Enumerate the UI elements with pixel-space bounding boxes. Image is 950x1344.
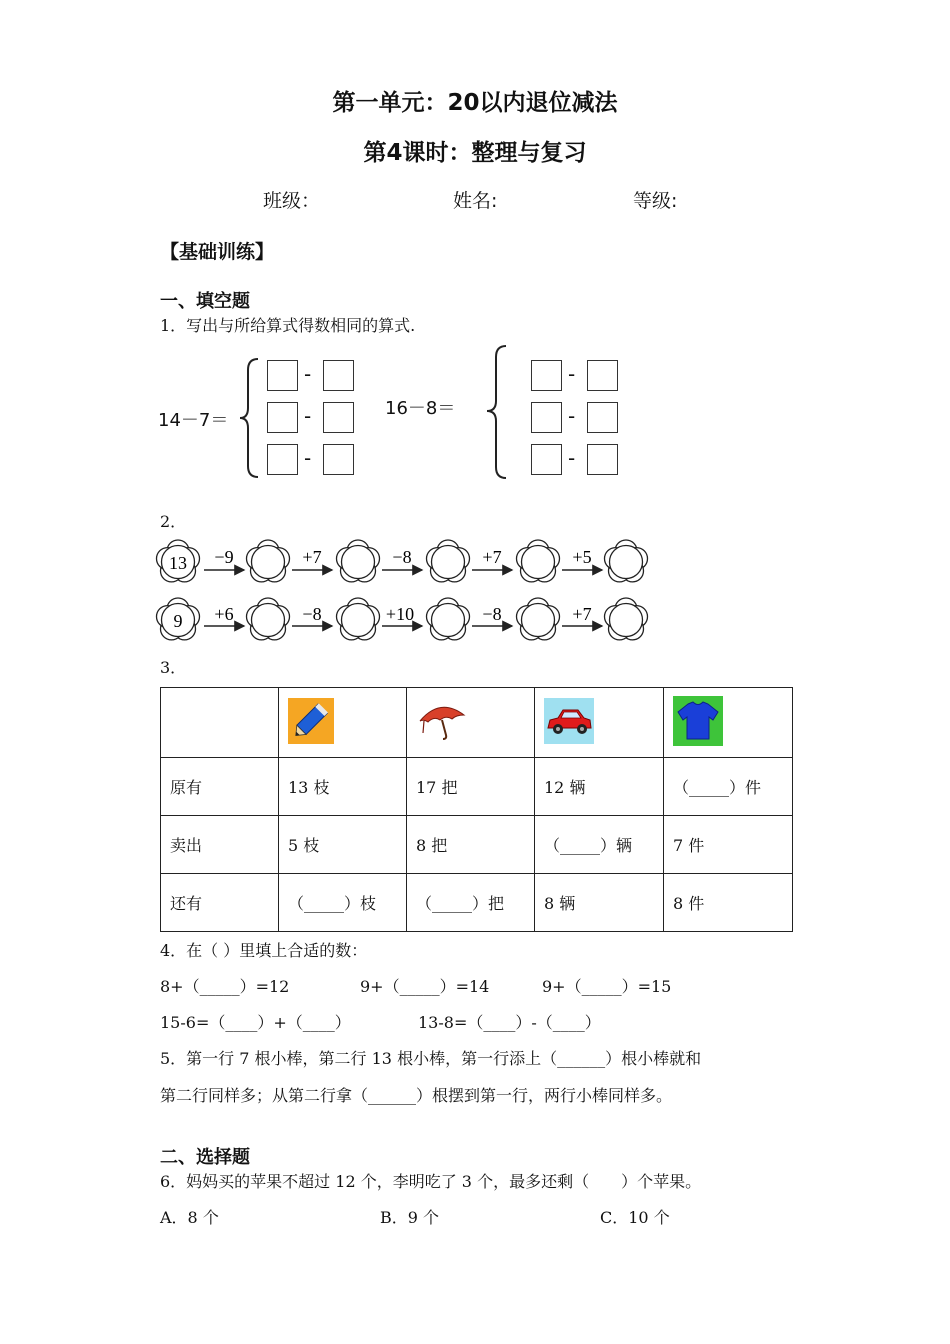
row-label: 卖出 xyxy=(161,816,279,874)
table-header-cell xyxy=(407,688,535,758)
q2-row1-flower-blank[interactable] xyxy=(605,540,648,582)
q1-left-box[interactable] xyxy=(323,360,354,391)
q2-row2-flower-blank[interactable] xyxy=(247,598,290,640)
q2-row2-flower-blank[interactable] xyxy=(337,598,380,640)
q6-option-b[interactable]: B．9 个 xyxy=(380,1208,440,1227)
q1-right-expression: 16－8＝ xyxy=(385,398,456,419)
table-cell: 5 枝 xyxy=(279,816,407,874)
table-cell-blank[interactable]: （_____）辆 xyxy=(535,816,664,874)
q2-row2-start-number: 9 xyxy=(173,611,183,631)
table-cell-blank[interactable]: （_____）枝 xyxy=(279,874,407,932)
table-header-cell xyxy=(279,688,407,758)
minus-sign: - xyxy=(568,404,576,428)
table-header-cell xyxy=(664,688,793,758)
q2-row2-op: +6 xyxy=(214,604,234,624)
left-brace-icon xyxy=(236,356,264,480)
q2-row1-op: −8 xyxy=(392,547,412,567)
q2-row1-flower-blank[interactable] xyxy=(247,540,290,582)
q4-blank[interactable]: 9+（_____）=15 xyxy=(542,977,672,996)
table-row xyxy=(161,758,793,816)
name-label: 姓名: xyxy=(453,190,498,212)
table-header-row xyxy=(161,688,793,758)
minus-sign: - xyxy=(304,362,312,386)
q2-row2-flower-blank[interactable] xyxy=(517,598,560,640)
q2-row2-flower-blank[interactable] xyxy=(427,598,470,640)
q1-right-box[interactable] xyxy=(587,444,618,475)
q1-left-box[interactable] xyxy=(267,402,298,433)
minus-sign: - xyxy=(304,404,312,428)
q1-left-box[interactable] xyxy=(267,360,298,391)
q1-left-box[interactable] xyxy=(323,402,354,433)
q4-blank[interactable]: 8+（_____）=12 xyxy=(160,977,290,996)
table-row xyxy=(161,816,793,874)
q1-left-box[interactable] xyxy=(323,444,354,475)
q2-flower-chain xyxy=(150,532,670,648)
q4-blank[interactable]: 9+（_____）=14 xyxy=(360,977,490,996)
table-cell: 8 把 xyxy=(407,816,535,874)
q1-prompt: 1．写出与所给算式得数相同的算式. xyxy=(160,316,416,335)
q2-row2-flower-blank[interactable] xyxy=(605,598,648,640)
table-cell: 13 枝 xyxy=(279,758,407,816)
row-label: 还有 xyxy=(161,874,279,932)
section-basic-training: 【基础训练】 xyxy=(160,241,275,263)
q6-prompt: 6．妈妈买的苹果不超过 12 个，李明吃了 3 个，最多还剩（ ）个苹果。 xyxy=(160,1172,702,1191)
q6-option-c[interactable]: C．10 个 xyxy=(600,1208,670,1227)
q2-row1-op: +7 xyxy=(482,547,502,567)
car-icon xyxy=(544,698,594,744)
shirt-icon xyxy=(673,696,723,746)
fill-blank-heading: 一、填空题 xyxy=(160,291,250,312)
table-cell: 8 辆 xyxy=(535,874,664,932)
q1-right-box[interactable] xyxy=(587,402,618,433)
minus-sign: - xyxy=(304,446,312,470)
q5-line1: 5．第一行 7 根小棒，第二行 13 根小棒，第一行添上（______）根小棒就和 xyxy=(160,1049,702,1068)
q3-number: 3． xyxy=(160,658,187,677)
table-corner-cell xyxy=(161,688,279,758)
q2-row1-op: +5 xyxy=(572,547,592,567)
q3-table xyxy=(160,687,793,932)
q2-row2-op: +7 xyxy=(572,604,592,624)
page-subtitle: 第4课时：整理与复习 xyxy=(363,140,587,166)
table-row xyxy=(161,874,793,932)
table-cell: 17 把 xyxy=(407,758,535,816)
table-cell: 7 件 xyxy=(664,816,793,874)
q1-left-expression: 14－7＝ xyxy=(158,410,229,431)
q4-blank[interactable]: 13-8=（____）-（____） xyxy=(418,1013,601,1032)
q2-row1-op: +7 xyxy=(302,547,322,567)
q1-right-box[interactable] xyxy=(587,360,618,391)
page-title: 第一单元：20以内退位减法 xyxy=(332,90,618,116)
right-brace-icon xyxy=(482,343,512,481)
q1-right-box[interactable] xyxy=(531,360,562,391)
q5-line2: 第二行同样多；从第二行拿（______）根摆到第一行，两行小棒同样多。 xyxy=(160,1086,673,1105)
q2-row1-flower-blank[interactable] xyxy=(337,540,380,582)
umbrella-icon xyxy=(416,701,468,741)
q2-row1-op: −9 xyxy=(214,547,234,567)
grade-label: 等级: xyxy=(633,190,678,212)
q6-option-a[interactable]: A．8 个 xyxy=(160,1208,219,1227)
choice-heading: 二、选择题 xyxy=(160,1147,250,1168)
row-label: 原有 xyxy=(161,758,279,816)
table-header-cell xyxy=(535,688,664,758)
q2-row2-op: −8 xyxy=(302,604,322,624)
class-label: 班级： xyxy=(263,190,321,212)
minus-sign: - xyxy=(568,362,576,386)
q1-right-box[interactable] xyxy=(531,444,562,475)
table-cell: 12 辆 xyxy=(535,758,664,816)
table-cell-blank[interactable]: （_____）把 xyxy=(407,874,535,932)
q1-left-box[interactable] xyxy=(267,444,298,475)
q4-prompt: 4．在（ ）里填上合适的数： xyxy=(160,941,368,960)
q2-row1-start-number: 13 xyxy=(169,553,187,573)
q2-row2-op: −8 xyxy=(482,604,502,624)
q2-number: 2． xyxy=(160,512,187,531)
table-cell-blank[interactable]: （_____）件 xyxy=(664,758,793,816)
pencil-icon xyxy=(288,698,334,744)
q1-right-box[interactable] xyxy=(531,402,562,433)
q2-row1-flower-blank[interactable] xyxy=(427,540,470,582)
q2-row2-op: +10 xyxy=(385,604,415,624)
q4-blank[interactable]: 15-6=（____）+（____） xyxy=(160,1013,351,1032)
table-cell: 8 件 xyxy=(664,874,793,932)
minus-sign: - xyxy=(568,446,576,470)
q2-row1-flower-blank[interactable] xyxy=(517,540,560,582)
